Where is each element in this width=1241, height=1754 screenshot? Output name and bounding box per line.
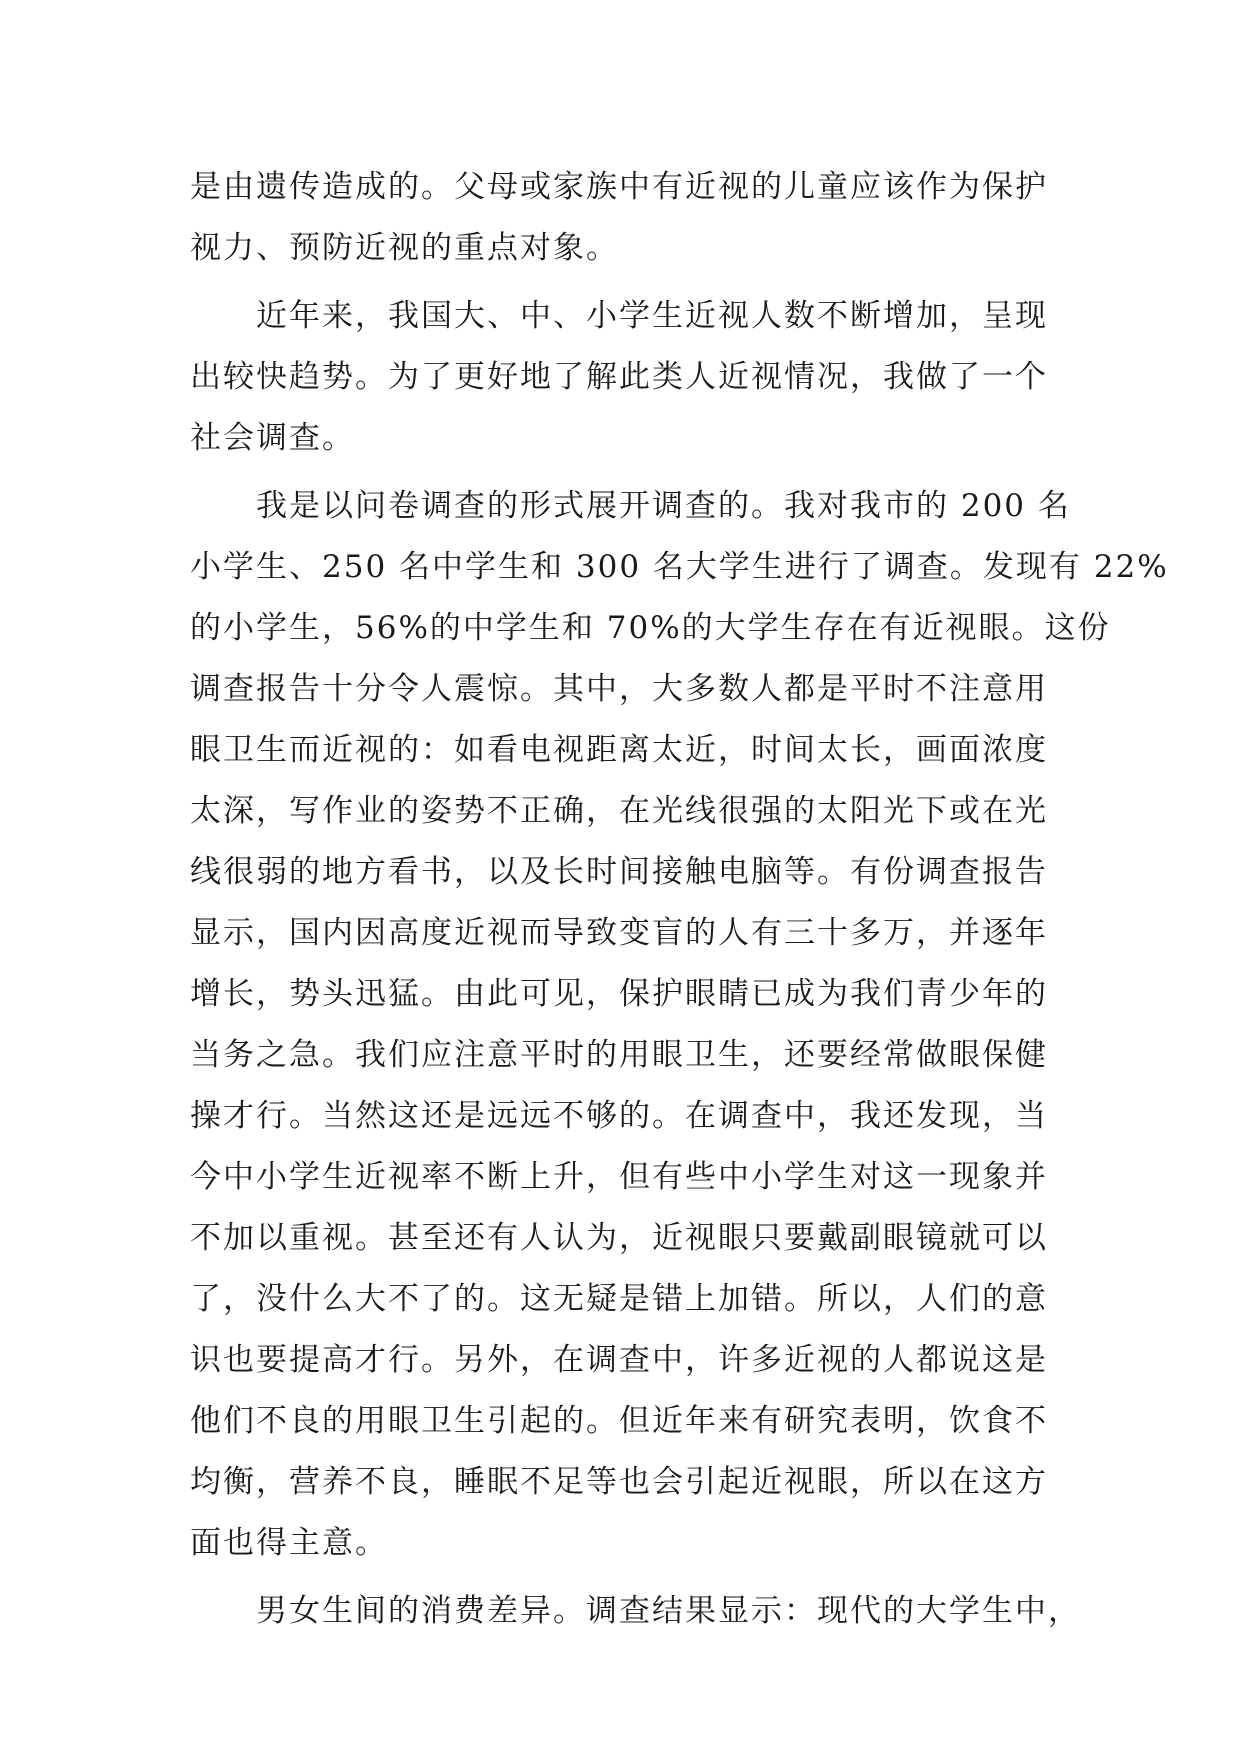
text-line: 太深，写作业的姿势不正确，在光线很强的太阳光下或在光 xyxy=(190,793,1048,829)
text-line: 小学生、250 名中学生和 300 名大学生进行了调查。发现有 22% xyxy=(190,549,1169,585)
text-line: 他们不良的用眼卫生引起的。但近年来有研究表明，饮食不 xyxy=(190,1403,1048,1439)
text-line: 操才行。当然这还是远远不够的。在调查中，我还发现，当 xyxy=(190,1098,1048,1134)
text-line: 近年来，我国大、中、小学生近视人数不断增加，呈现 xyxy=(256,298,1048,334)
text-line: 线很弱的地方看书，以及长时间接触电脑等。有份调查报告 xyxy=(190,854,1048,890)
text-line: 当务之急。我们应注意平时的用眼卫生，还要经常做眼保健 xyxy=(190,1037,1048,1073)
text-line: 眼卫生而近视的：如看电视距离太近，时间太长，画面浓度 xyxy=(190,732,1048,768)
document-body xyxy=(190,157,1169,1642)
text-line: 出较快趋势。为了更好地了解此类人近视情况，我做了一个 xyxy=(190,359,1048,395)
paragraph-gap xyxy=(190,469,1060,476)
text-line: 的小学生，56%的中学生和 70%的大学生存在有近视眼。这份 xyxy=(190,610,1111,646)
paragraph-gap xyxy=(190,279,1060,286)
text-line: 社会调查。 xyxy=(190,420,355,456)
text-line: 均衡，营养不良，睡眠不足等也会引起近视眼，所以在这方 xyxy=(190,1464,1048,1500)
text-line: 了，没什么大不了的。这无疑是错上加错。所以，人们的意 xyxy=(190,1281,1048,1317)
text-line: 识也要提高才行。另外，在调查中，许多近视的人都说这是 xyxy=(190,1342,1048,1378)
text-line: 男女生间的消费差异。调查结果显示：现代的大学生中， xyxy=(256,1593,1081,1629)
paragraph xyxy=(190,1581,1081,1642)
text-line: 视力、预防近视的重点对象。 xyxy=(190,230,619,266)
text-line: 今中小学生近视率不断上升，但有些中小学生对这一现象并 xyxy=(190,1159,1048,1195)
paragraph xyxy=(190,476,1169,1574)
paragraph xyxy=(190,286,1060,469)
paragraph-gap xyxy=(190,1574,1060,1581)
text-line: 我是以问卷调查的形式展开调查的。我对我市的 200 名 xyxy=(256,488,1071,524)
text-line: 不加以重视。甚至还有人认为，近视眼只要戴副眼镜就可以 xyxy=(190,1220,1048,1256)
text-line: 调查报告十分令人震惊。其中，大多数人都是平时不注意用 xyxy=(190,671,1048,707)
text-line: 增长，势头迅猛。由此可见，保护眼睛已成为我们青少年的 xyxy=(190,976,1048,1012)
text-line: 显示，国内因高度近视而导致变盲的人有三十多万，并逐年 xyxy=(190,915,1048,951)
paragraph xyxy=(190,157,1060,279)
text-line: 面也得主意。 xyxy=(190,1525,388,1561)
text-line: 是由遗传造成的。父母或家族中有近视的儿童应该作为保护 xyxy=(190,169,1048,205)
